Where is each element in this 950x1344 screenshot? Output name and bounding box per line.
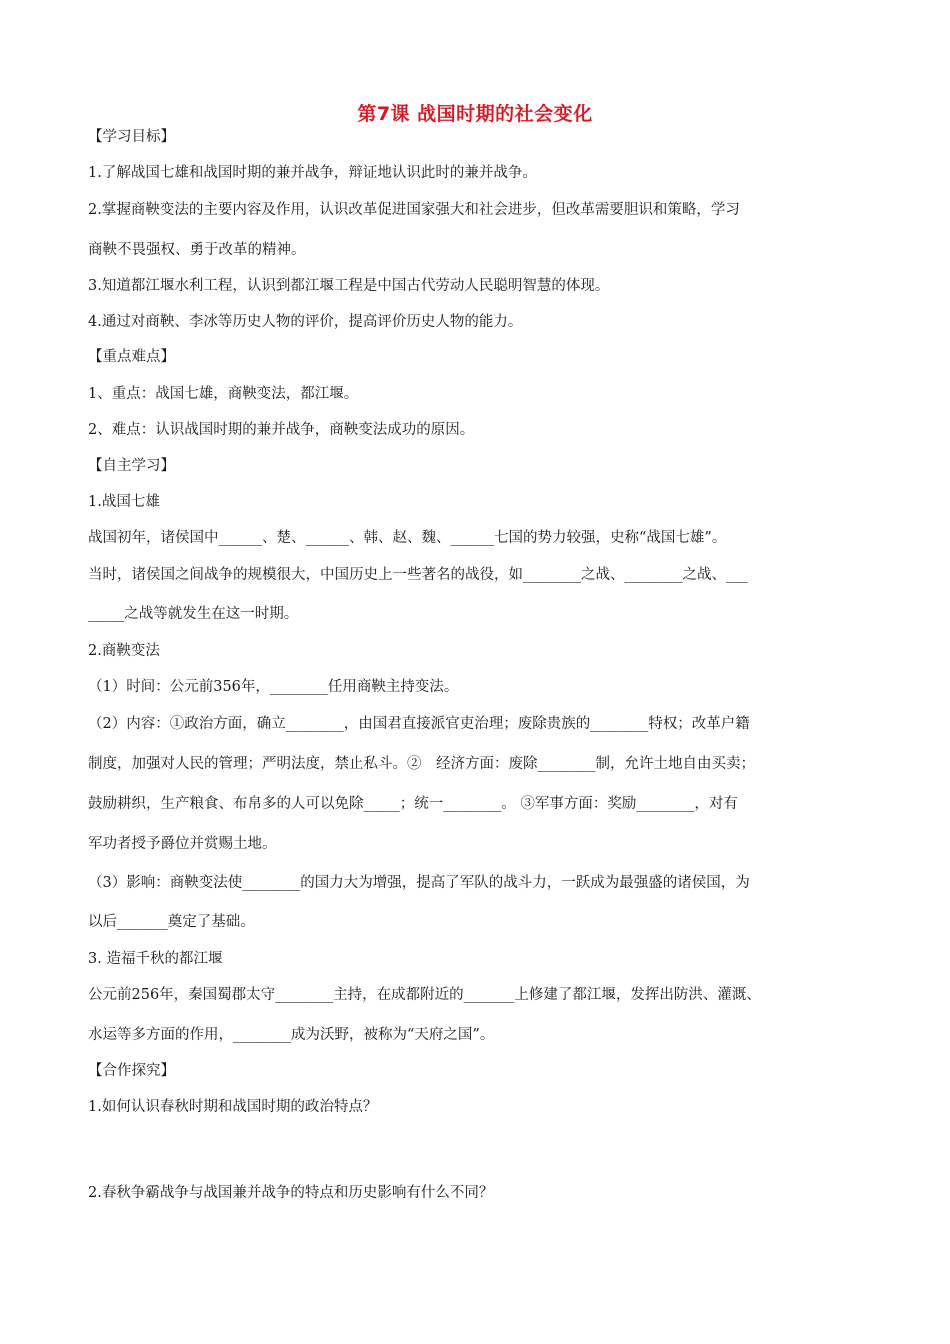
- paragraph-dujiangyan-cont: 水运等多方面的作用，________成为沃野，被称为“天府之国”。: [88, 1027, 495, 1043]
- page-title: 第7课 战国时期的社会变化: [357, 103, 593, 125]
- reform-content: （2）内容：①政治方面，确立________，由国君直接派官吏治理；废除贵族的________特权；改革户籍: [88, 716, 750, 732]
- paragraph-battles-cont: _____之战等就发生在这一时期。: [88, 606, 299, 622]
- difficult-point: 2、难点：认识战国时期的兼并战争，商鞅变法成功的原因。: [88, 422, 475, 438]
- section-heading-objectives: 【学习目标】: [88, 129, 175, 145]
- subheading-dujiangyan: 3. 造福千秋的都江堰: [88, 951, 223, 967]
- section-heading-key-points: 【重点难点】: [88, 349, 175, 365]
- objective-2: 2.掌握商鞅变法的主要内容及作用，认识改革促进国家强大和社会进步，但改革需要胆识和策略，学习: [88, 202, 740, 218]
- reform-influence: （3）影响：商鞅变法使________的国力大为增强，提高了军队的战斗力，一跃成为最强盛的诸侯国，为: [88, 875, 750, 891]
- inquiry-question-1: 1.如何认识春秋时期和战国时期的政治特点？: [88, 1099, 378, 1115]
- objective-1: 1.了解战国七雄和战国时期的兼并战争，辩证地认识此时的兼并战争。: [88, 165, 537, 181]
- reform-content-line-4: 军功者授予爵位并赏赐土地。: [88, 836, 277, 852]
- paragraph-seven-states: 战国初年，诸侯国中______、楚、______、韩、赵、魏、______七国的势力较强，史称“战国七雄”。: [88, 530, 727, 546]
- section-heading-self-study: 【自主学习】: [88, 458, 175, 474]
- key-point: 1、重点：战国七雄，商鞅变法，都江堰。: [88, 386, 359, 402]
- subheading-shang-yang-reform: 2.商鞅变法: [88, 643, 160, 659]
- reform-influence-cont: 以后_______奠定了基础。: [88, 914, 255, 930]
- paragraph-battles: 当时，诸侯国之间战争的规模很大，中国历史上一些著名的战役，如________之战、________之战、___: [88, 567, 748, 583]
- objective-2-cont: 商鞅不畏强权、勇于改革的精神。: [88, 242, 306, 258]
- section-heading-cooperative-inquiry: 【合作探究】: [88, 1063, 175, 1079]
- objective-4: 4.通过对商鞅、李冰等历史人物的评价，提高评价历史人物的能力。: [88, 314, 523, 330]
- inquiry-question-2: 2.春秋争霸战争与战国兼并战争的特点和历史影响有什么不同？: [88, 1185, 494, 1201]
- objective-3: 3.知道都江堰水利工程，认识到都江堰工程是中国古代劳动人民聪明智慧的体现。: [88, 278, 610, 294]
- reform-time: （1）时间：公元前356年，________任用商鞅主持变法。: [88, 679, 459, 695]
- subheading-seven-states: 1.战国七雄: [88, 494, 160, 510]
- reform-content-line-3: 鼓励耕织，生产粮食、布帛多的人可以免除_____；统一________。 ③军事方面：奖励________，对有: [88, 796, 738, 812]
- reform-content-line-2: 制度，加强对人民的管理；严明法度，禁止私斗。② 经济方面：废除________制，允许土地自由买卖；: [88, 756, 755, 772]
- paragraph-dujiangyan: 公元前256年，秦国蜀郡太守________主持，在成都附近的_______上修建了都江堰，发挥出防洪、灌溉、: [88, 987, 761, 1003]
